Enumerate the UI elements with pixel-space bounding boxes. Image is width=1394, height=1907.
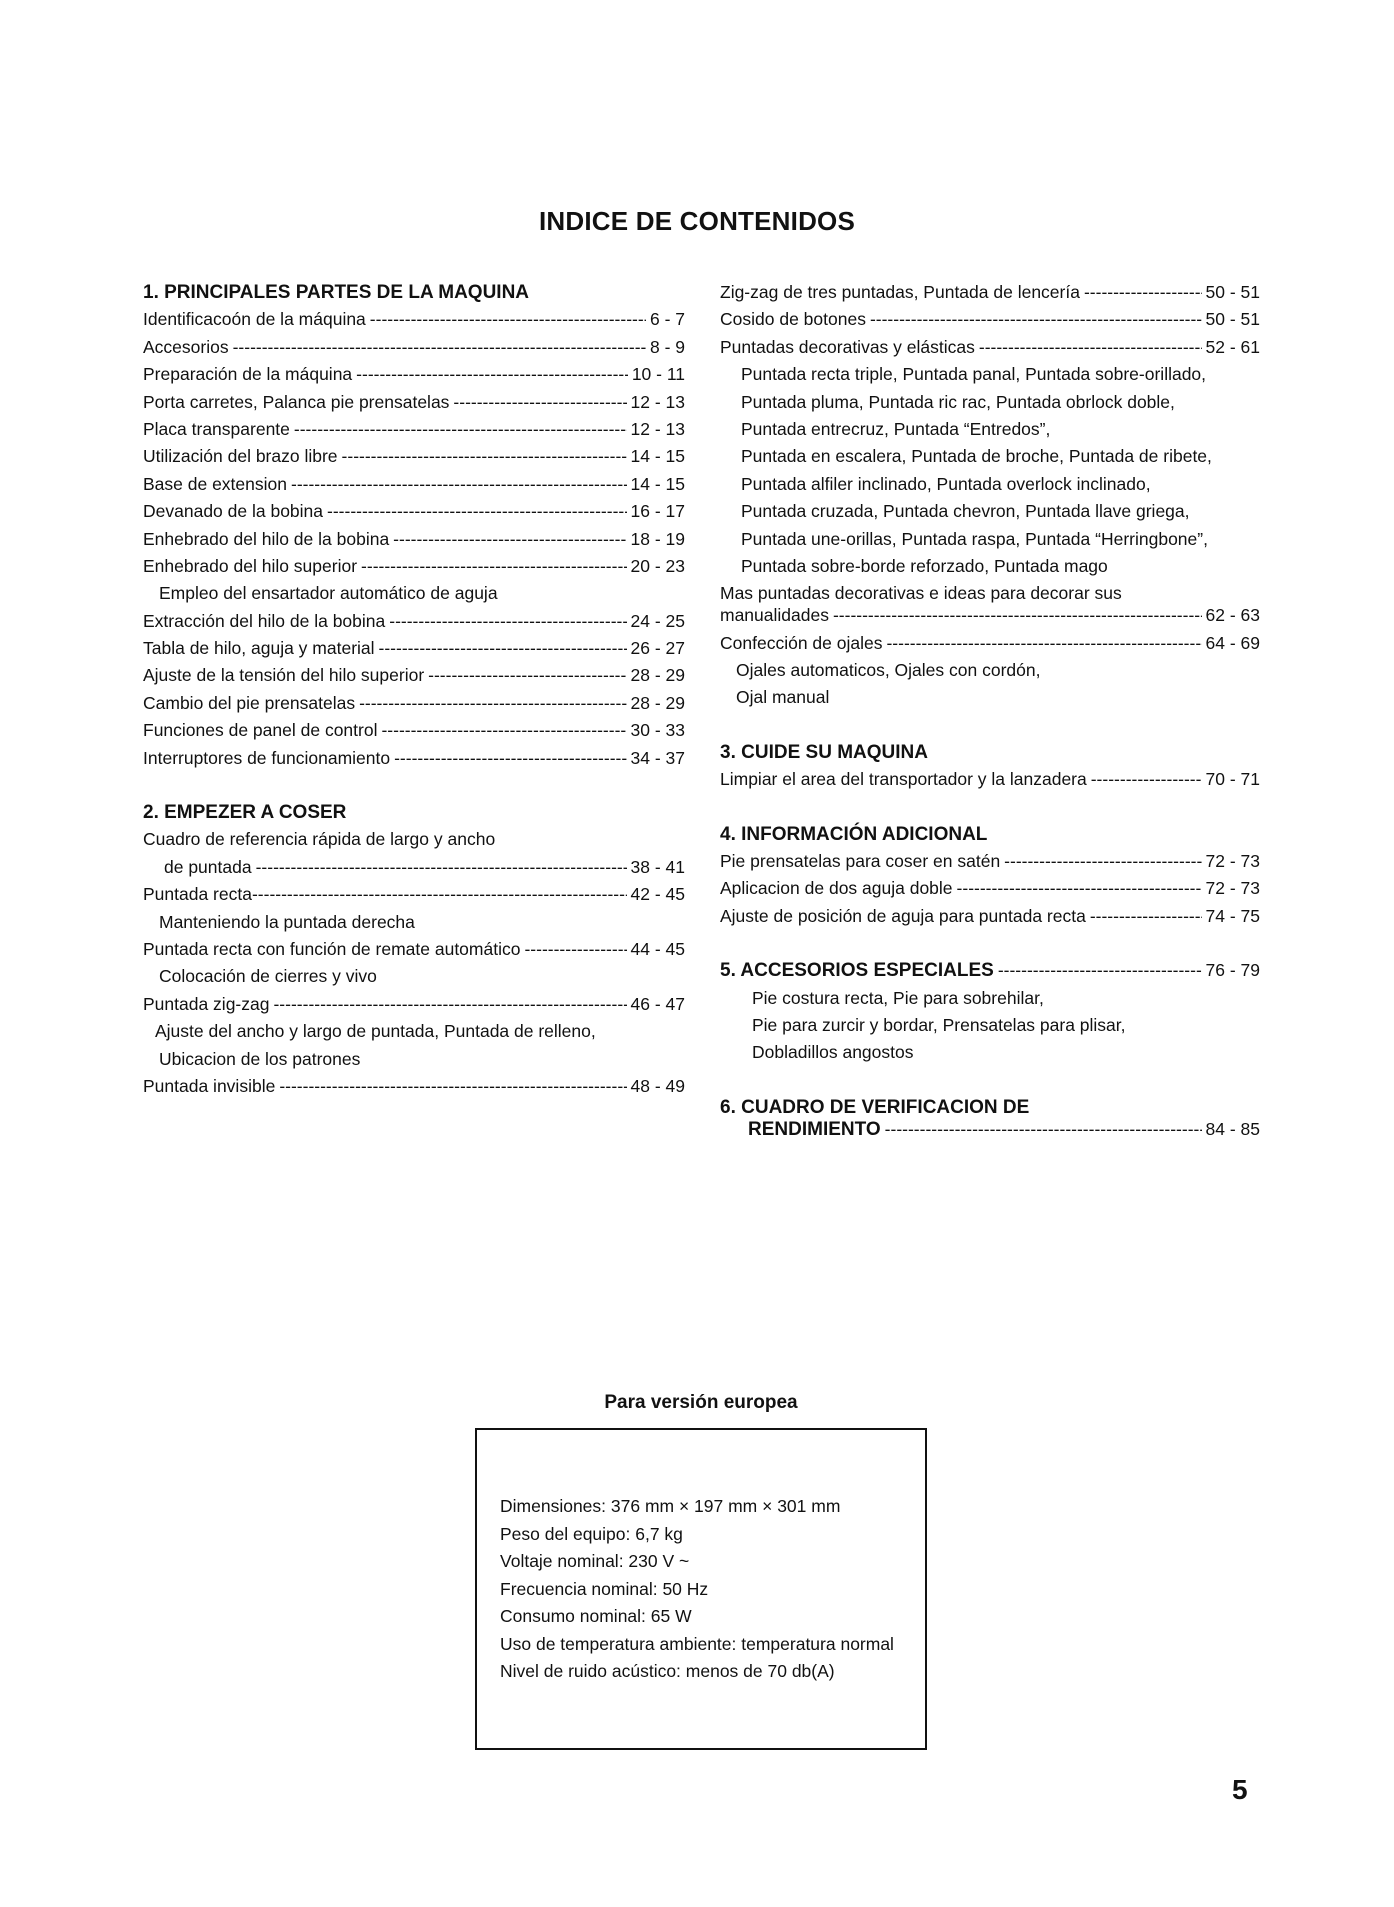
euro-spec-box (475, 1428, 927, 1750)
toc-subnote: Puntada sobre-borde reforzado, Puntada mago (741, 555, 1108, 576)
toc-entry: Base de extension ----- 14 - 15 (143, 474, 685, 501)
page-title: INDICE DE CONTENIDOS (538, 206, 856, 236)
toc-entry: Cambio del pie prensatelas ----- 28 - 29 (143, 693, 685, 720)
toc-entry: Porta carretes, Palanca pie prensatelas ----- 12 - 13 (143, 392, 685, 419)
toc-entry: Confección de ojales ----- 64 - 69 (720, 633, 1260, 660)
toc-subnote: Pie para zurcir y bordar, Prensatelas para plisar, (752, 1014, 1126, 1035)
toc-subnote: Puntada une-orillas, Puntada raspa, Puntada “Herringbone”, (741, 528, 1208, 549)
toc-entry: Puntadas decorativas y elásticas ----- 52 - 61 (720, 337, 1260, 364)
toc-entry: Ajuste de la tensión del hilo superior ----- 28 - 29 (143, 665, 685, 692)
toc-subnote: Puntada entrecruz, Puntada “Entredos”, (741, 418, 1051, 439)
section-heading: 3. CUIDE SU MAQUINA (720, 741, 928, 763)
spec-frequency: Frecuencia nominal: 50 Hz (500, 1578, 709, 1599)
section-heading: RENDIMIENTO ----- 84 - 85 (720, 1119, 1260, 1146)
toc-entry: Puntada recta con función de remate automático ----- 44 - 45 (143, 939, 685, 966)
toc-subnote: Manteniendo la puntada derecha (159, 911, 415, 932)
toc-subnote: Colocación de cierres y vivo (159, 966, 377, 987)
toc-subnote: Puntada alfiler inclinado, Puntada overlock inclinado, (741, 473, 1151, 494)
spec-temperature: Uso de temperatura ambiente: temperatura normal (500, 1633, 894, 1654)
spec-consumption: Consumo nominal: 65 W (500, 1606, 692, 1626)
toc-entry: Extracción del hilo de la bobina ----- 24 - 25 (143, 611, 685, 638)
toc-entry: Devanado de la bobina ----- 16 - 17 (143, 501, 685, 528)
toc-entry: Cuadro de referencia rápida de largo y ancho (143, 829, 496, 850)
toc-entry: Identificacoón de la máquina ----- 6 - 7 (143, 309, 685, 336)
toc-entry: Aplicacion de dos aguja doble ----- 72 - 73 (720, 878, 1260, 905)
section-heading: 4. INFORMACIÓN ADICIONAL (720, 823, 988, 845)
section-heading: 5. ACCESORIOS ESPECIALES ----- 76 - 79 (720, 960, 1260, 987)
toc-subnote: Puntada pluma, Puntada ric rac, Puntada obrlock doble, (741, 391, 1175, 412)
toc-entry: Accesorios ----- 8 - 9 (143, 337, 685, 364)
toc-subnote: Puntada cruzada, Puntada chevron, Puntada llave griega, (741, 501, 1190, 522)
toc-left-column (143, 282, 685, 1103)
section-heading: 2. EMPEZER A COSER (143, 802, 347, 824)
toc-subnote: Ojales automaticos, Ojales con cordón, (736, 660, 1041, 681)
toc-subnote: Puntada en escalera, Puntada de broche, Puntada de ribete, (741, 446, 1212, 467)
toc-entry: Ajuste de posición de aguja para puntada recta ----- 74 - 75 (720, 906, 1260, 933)
toc-entry: Funciones de panel de control ----- 30 - 33 (143, 720, 685, 747)
toc-subnote: Dobladillos angostos (752, 1042, 914, 1063)
euro-version-title: Para versión europea (604, 1392, 798, 1413)
toc-entry: Enhebrado del hilo superior ----- 20 - 23 (143, 556, 685, 583)
toc-entry: Mas puntadas decorativas e ideas para decorar sus (720, 583, 1122, 604)
toc-entry: Puntada zig-zag ----- 46 - 47 (143, 994, 685, 1021)
toc-entry: Interruptores de funcionamiento ----- 34 - 37 (143, 748, 685, 775)
toc-subnote: Ubicacion de los patrones (159, 1048, 361, 1069)
toc-entry: Cosido de botones ----- 50 - 51 (720, 309, 1260, 336)
toc-entry: manualidades ----- 62 - 63 (720, 605, 1260, 632)
toc-entry: Preparación de la máquina ----- 10 - 11 (143, 364, 685, 391)
toc-entry: Puntada recta ----- 42 - 45 (143, 884, 685, 911)
toc-entry: Puntada invisible ----- 48 - 49 (143, 1076, 685, 1103)
section-heading: 6. CUADRO DE VERIFICACION DE (720, 1096, 1030, 1118)
toc-subnote: Ojal manual (736, 687, 830, 708)
spec-weight: Peso del equipo: 6,7 kg (500, 1523, 683, 1544)
toc-subnote: Pie costura recta, Pie para sobrehilar, (752, 987, 1044, 1008)
toc-right-column (720, 282, 1260, 1146)
toc-entry: Placa transparente ----- 12 - 13 (143, 419, 685, 446)
spec-noise: Nivel de ruido acústico: menos de 70 db(A) (500, 1661, 835, 1681)
toc-entry: Limpiar el area del transportador y la lanzadera ----- 70 - 71 (720, 769, 1260, 796)
spec-voltage: Voltaje nominal: 230 V ~ (500, 1551, 690, 1571)
spec-dimensions: Dimensiones: 376 mm × 197 mm × 301 mm (500, 1496, 841, 1516)
toc-entry: Zig-zag de tres puntadas, Puntada de lencería ----- 50 - 51 (720, 282, 1260, 309)
toc-entry: Utilización del brazo libre ----- 14 - 15 (143, 446, 685, 473)
toc-entry: de puntada ----- 38 - 41 (143, 857, 685, 884)
toc-subnote: Ajuste del ancho y largo de puntada, Puntada de relleno, (155, 1021, 596, 1042)
section-heading: 1. PRINCIPALES PARTES DE LA MAQUINA (143, 282, 530, 303)
toc-entry: Pie prensatelas para coser en satén ----- 72 - 73 (720, 851, 1260, 878)
toc-subnote: Puntada recta triple, Puntada panal, Puntada sobre-orillado, (741, 364, 1207, 385)
page-number: 5 (1232, 1774, 1248, 1805)
toc-subnote: Empleo del ensartador automático de aguja (159, 583, 498, 604)
toc-entry: Enhebrado del hilo de la bobina ----- 18 - 19 (143, 529, 685, 556)
toc-entry: Tabla de hilo, aguja y material ----- 26 - 27 (143, 638, 685, 665)
